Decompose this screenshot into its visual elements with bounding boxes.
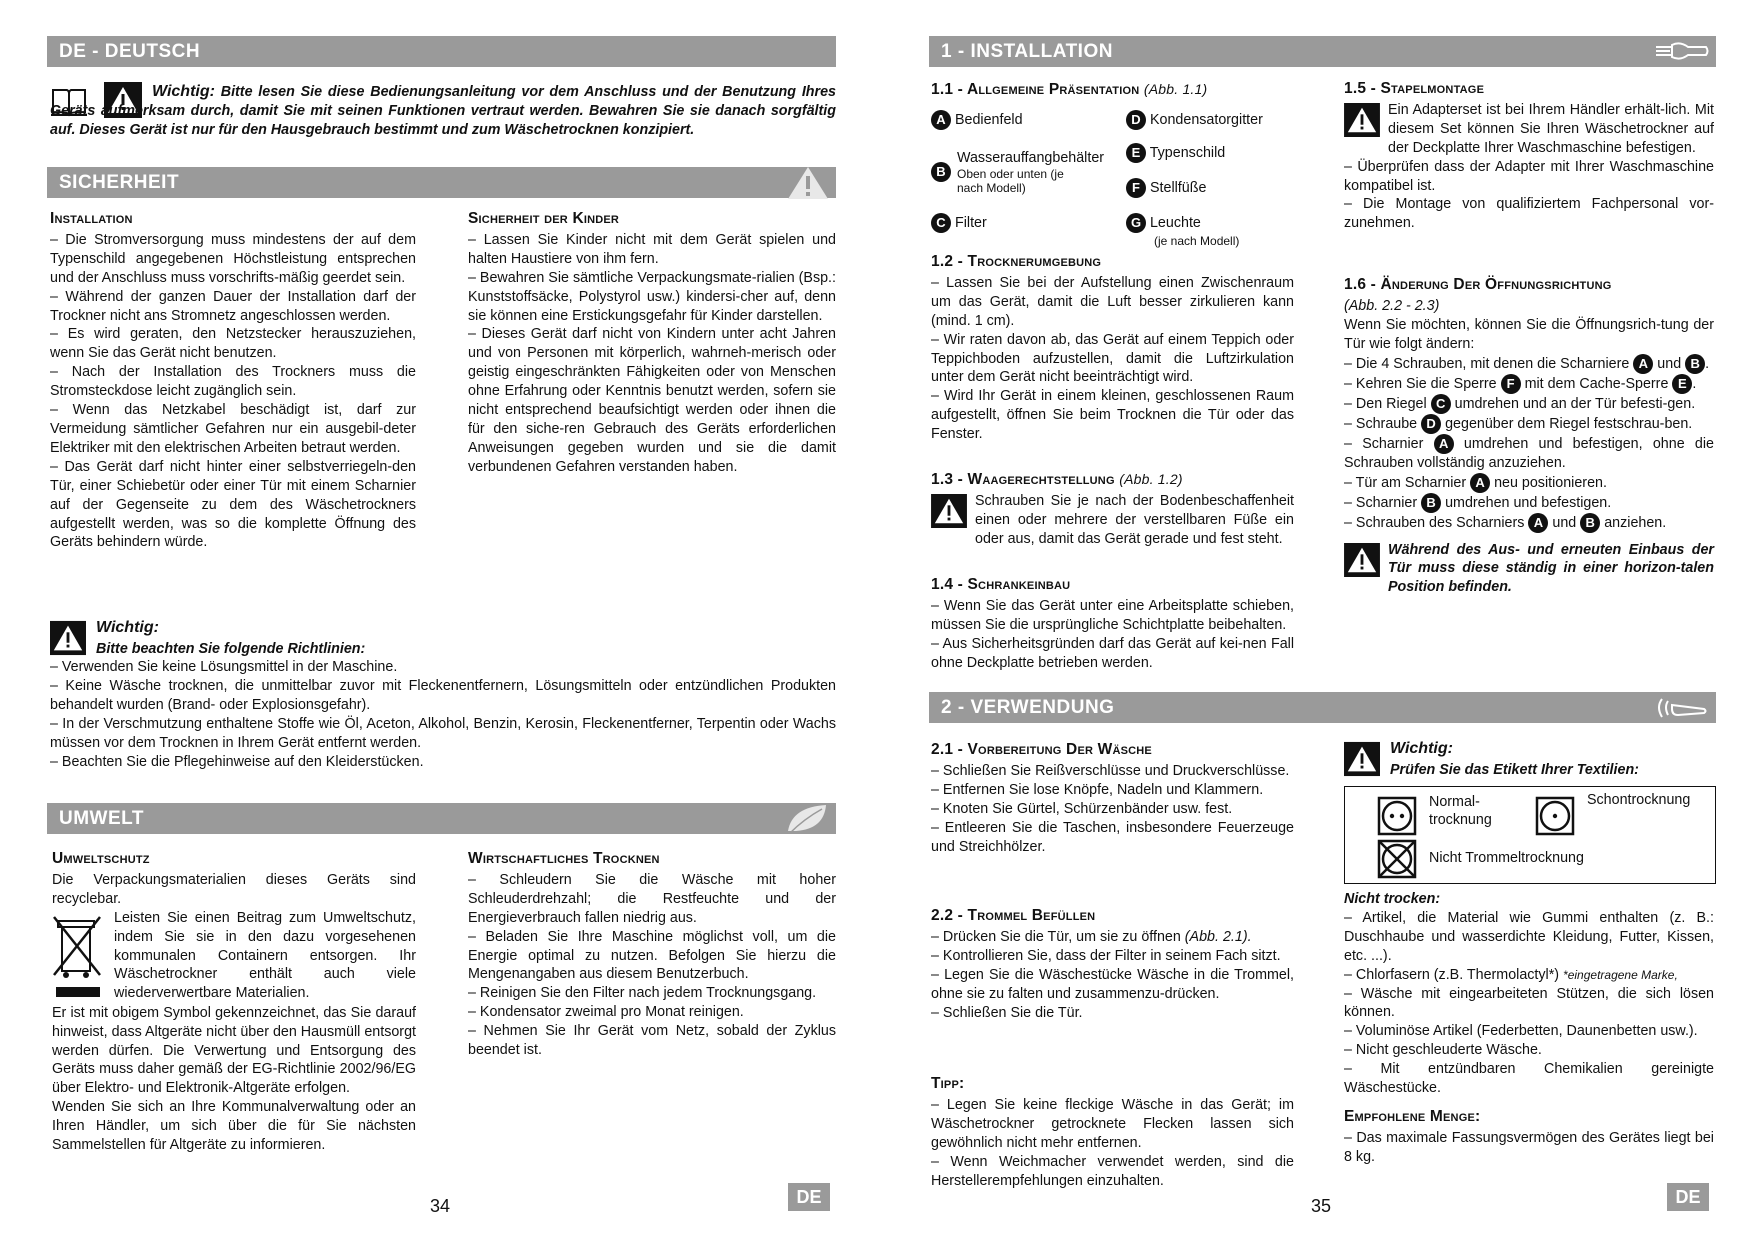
care-schon-label: Schontrocknung: [1587, 792, 1691, 808]
menge-title: Empfohlene Menge:: [1344, 1107, 1481, 1125]
step-text: anziehen.: [1604, 514, 1667, 531]
wirtschaft-para: – Beladen Sie Ihre Maschine möglichst voll, um die Energie optimal zu nutzen. Befolgen Sie hierzu die Mengenangaben aus diesem Benutzerbuch.: [468, 928, 836, 983]
section-1-1-title: [931, 80, 1301, 100]
section-title-verwendung: 2 - VERWENDUNG: [941, 697, 1115, 718]
step-text: und: [1657, 355, 1682, 372]
tipp-para: – Wenn Weichmacher verwendet werden, sind die Herstellerempfehlungen einzuhalten.: [931, 1153, 1294, 1189]
installation-section: [50, 210, 416, 552]
door-warning-text: Während des Aus- und erneuten Einbaus der Tür muss diese ständig in einer horizon-talen Position befinden.: [1388, 541, 1714, 596]
wirtschaft-para: – Schleudern Sie die Wäsche mit hoher Schleuderdrehzahl; die Restfeuchte und der Energieverbrauch fallen niedrig aus.: [468, 871, 836, 926]
step-row: [1344, 394, 1714, 414]
step-text: und: [1552, 514, 1577, 531]
section-2-2: [931, 907, 1294, 1022]
section-1-3-title-text: 1.3 - Waagerechtstellung: [931, 471, 1115, 488]
installation-para: – Während der ganzen Dauer der Installation darf der Trockner nicht ans Stromnetz angeschlossen werden.: [50, 288, 416, 324]
header-bar-installation: [929, 36, 1716, 67]
section-title-installation: 1 - INSTALLATION: [941, 41, 1113, 62]
section-2-2-para: – Legen Sie die Wäschestücke Wäsche in die Trommel, ohne sie zu falten und zusammenzu-drücken.: [931, 966, 1294, 1002]
legend-letter: C: [931, 213, 951, 233]
care-label-box: [1344, 786, 1716, 884]
header-title: DE - DEUTSCH: [59, 41, 201, 62]
part-letter: E: [1672, 374, 1692, 394]
section-2-2-title: 2.2 - Trommel Befüllen: [931, 907, 1096, 924]
wichtig-line: – In der Verschmutzung enthaltene Stoffe wie Öl, Aceton, Alkohol, Benzin, Kerosin, Fleckenentferner, Terpentin oder Wachs müssen vor dem Trocknen in Ihrem Gerät entfernt werden.: [50, 715, 836, 751]
legend-sub: (je nach Modell): [1154, 234, 1240, 248]
section-1-5: [1344, 80, 1714, 233]
step-text: neu positionieren.: [1494, 474, 1607, 491]
section-1-5-text: Ein Adapterset ist bei Ihrem Händler erhält-lich. Mit diesem Set können Sie Ihren Wäschetrockner auf der Deckplatte Ihrer Waschmaschine befestigen.: [1388, 101, 1714, 156]
section-2-2-para: – Schließen Sie die Tür.: [931, 1004, 1083, 1021]
pointing-hand-icon: [1654, 695, 1710, 731]
kinder-para: – Dieses Gerät darf nicht von Kindern unter acht Jahren und von Personen mit körperlich, wahrneh-merisch oder geistig eingeschränkten Fähigkeiten oder von Menschen ohne Erfahrung oder Kenntnis benutzt werden, sofern sie nicht entsprechend beaufsichtigt werden oder ihnen die für den siche-ren Gebrauch des Geräts erforderlichen Anweisungen gegeben wurden und sie die damit verbundenen Gefahren verstanden haben.: [468, 326, 836, 475]
section-1-5-para: – Überprüfen dass der Adapter mit Ihrer Waschmaschine kompatibel ist.: [1344, 158, 1714, 194]
wichtig-line: – Verwenden Sie keine Lösungsmittel in der Maschine.: [50, 659, 398, 675]
nicht-trocken-para: – Nicht geschleuderte Wäsche.: [1344, 1042, 1542, 1059]
step-text: mit dem Cache-Sperre: [1524, 375, 1669, 392]
kinder-para: – Lassen Sie Kinder nicht mit dem Gerät spielen und halten Haustiere von ihm fern.: [468, 231, 836, 267]
section-2-1: [931, 741, 1294, 856]
tipp-section: [931, 1075, 1294, 1190]
header-bar-umwelt: [47, 803, 836, 834]
installation-para: – Wenn das Netzkabel beschädigt ist, darf zur Vermeidung sämtlicher Gefahren nur ein ausgebil-deter Elektriker mit den elektrischen Arbeiten betraut werden.: [50, 402, 416, 456]
language-badge-left: DE: [788, 1183, 830, 1211]
part-letter: A: [1528, 513, 1548, 533]
header-bar-verwendung: [929, 692, 1716, 723]
section-2-2-para: – Kontrollieren Sie, dass der Filter in seinem Fach sitzt.: [931, 947, 1281, 964]
part-letter: B: [1421, 493, 1441, 513]
section-1-1: [931, 80, 1301, 102]
warning-icon: [931, 494, 967, 534]
language-badge-right: DE: [1667, 1183, 1709, 1211]
section-1-2-title: 1.2 - Trocknerumgebung: [931, 253, 1102, 270]
step-row: [1344, 434, 1714, 473]
warning-icon: [50, 620, 86, 662]
trademark-note: *eingetragene Marke,: [1563, 967, 1678, 982]
umwelt-para: Die Verpackungsmaterialien dieses Geräts sind recyclebar.: [52, 871, 416, 907]
page-number-left: 34: [430, 1196, 451, 1216]
part-letter: C: [1431, 394, 1451, 414]
step-row: [1344, 354, 1714, 374]
page-number-right: 35: [1311, 1196, 1332, 1216]
part-letter: A: [1434, 434, 1454, 454]
legend-label: Bedienfeld: [954, 111, 1023, 128]
kinder-para: – Bewahren Sie sämtliche Verpackungsmate-rialien (Bsp.: Kunststoffsäcke, Polystyrol usw.) kindersi-cher auf, denn sie können eine Erstickungsgefahr für Kinder darstellen.: [468, 269, 836, 324]
legend-label: Kondensatorgitter: [1149, 111, 1263, 128]
leaf-icon: [784, 803, 830, 845]
installation-title: Installation: [50, 210, 133, 227]
step-row: [1344, 473, 1714, 493]
wichtig-label-text: Wichtig:: [96, 619, 159, 636]
intro-text: Bitte lesen Sie diese Bedienungsanleitung vor dem Anschluss und der Benutzung Ihres Geräts aufmerksam durch, damit Sie mit seinen Funktionen vertraut werden. Bewahren Sie sie danach sorgfältig auf. Dieses Gerät ist nur für den Hausgebrauch bestimmt und zum Wäschetrocknen konzipiert.: [50, 84, 836, 138]
legend-item-c: [931, 213, 987, 233]
section-1-6-title: 1.6 - Änderung Der Öffnungsrichtung: [1344, 276, 1612, 293]
umwelt-para: Wenden Sie sich an Ihre Kommunalverwaltung oder an Ihren Händler, um sich über die für Sie nächsten Sammelstellen für Altgeräte zu informieren.: [52, 1099, 416, 1154]
section-1-3-ref: (Abb. 1.2): [1119, 471, 1183, 487]
section-1-4-para: – Aus Sicherheitsgründen darf das Gerät auf kei-nen Fall ohne Deckplatte betrieben werden.: [931, 635, 1294, 671]
installation-para: – Es wird geraten, den Netzstecker herauszuziehen, wenn Sie das Gerät nicht benutzen.: [50, 326, 416, 362]
section-2-1-para: – Entleeren Sie die Taschen, insbesondere Feuerzeuge und Streichhölzer.: [931, 819, 1294, 855]
legend-letter: F: [1126, 178, 1146, 198]
wirtschaftlich-title: Wirtschaftliches Trocknen: [468, 850, 660, 867]
warning-triangle-icon: [786, 166, 830, 210]
tipp-title: Tipp:: [931, 1075, 965, 1092]
wirtschaft-para: – Kondensator zweimal pro Monat reinigen.: [468, 1004, 744, 1021]
section-1-1-ref: (Abb. 1.1): [1143, 81, 1208, 97]
wirtschaft-para: – Nehmen Sie Ihr Gerät vom Netz, sobald der Zyklus beendet ist.: [468, 1023, 836, 1059]
legend-item-a: [931, 110, 1023, 130]
section-2-1-para: – Entfernen Sie lose Knöpfe, Nadeln und Klammern.: [931, 781, 1264, 798]
legend-letter: D: [1126, 110, 1146, 130]
legend-label: Wasserauffangbehälter: [957, 150, 1105, 166]
section-2-1-para: – Schließen Sie Reißverschlüsse und Druckverschlüsse.: [931, 762, 1290, 779]
part-letter: A: [1633, 354, 1653, 374]
section-1-2: [931, 253, 1294, 444]
wichtig-list: [50, 658, 836, 771]
umwelt-para: Leisten Sie einen Beitrag zum Umweltschutz, indem Sie sie in den dazu vorgesehenen kommunalen Containern entsorgen. Ihr Wäschetrockner enthält auch viele wiederverwertbare Materialien.: [114, 909, 416, 1002]
section-1-4-title: 1.4 - Schrankeinbau: [931, 576, 1071, 593]
nicht-trocken-section: [1344, 890, 1714, 1167]
step-row: [1344, 374, 1714, 394]
nicht-trocken-para: – Voluminöse Artikel (Federbetten, Daunenbetten usw.).: [1344, 1023, 1698, 1040]
part-letter: A: [1470, 473, 1490, 493]
warning-icon: [1344, 103, 1380, 143]
part-letter: F: [1501, 374, 1521, 394]
section-1-4: [931, 576, 1294, 673]
header-bar-sicherheit: [47, 167, 836, 198]
step-text: umdrehen und an der Tür befesti-gen.: [1454, 395, 1696, 412]
step-text: – Den Riegel: [1344, 395, 1427, 412]
step-text: – Die 4 Schrauben, mit denen die Scharniere: [1344, 355, 1630, 372]
step-text: .: [1692, 375, 1697, 392]
section-1-6: [1344, 276, 1714, 597]
nicht-trocken-para: – Artikel, die Material wie Gummi enthalten (z. B.: Duschhaube und wasserdichte Kleidung, Futter, Kissen, etc. ...).: [1344, 909, 1714, 964]
nicht-trocken-para: [1344, 966, 1714, 985]
section-1-1-title-text: 1.1 - Allgemeine Präsentation: [931, 81, 1140, 98]
section-1-2-para: – Wird Ihr Gerät in einem kleinen, geschlossenen Raum aufgestellt, öffnen Sie beim Trocknen die Tür oder das Fenster.: [931, 388, 1294, 443]
section-1-5-title: 1.5 - Stapelmontage: [1344, 80, 1485, 97]
umweltschutz-section: [52, 850, 416, 1155]
nicht-trocken-title: Nicht trocken:: [1344, 891, 1441, 907]
tipp-para: – Legen Sie keine fleckige Wäsche in das Gerät; im Wäschetrockner getrocknete Flecken lassen sich gewöhnlich nicht mehr entfernen.: [931, 1096, 1294, 1151]
legend-item-g: [1126, 213, 1239, 250]
section-2-2-ref: (Abb. 2.1).: [1184, 928, 1252, 945]
legend-item-d: [1126, 110, 1263, 130]
installation-para: – Das Gerät darf nicht hinter einer selbstverriegeln-den Tür, einer Schiebetür oder einer Tür mit einem Scharnier auf der Gegenseite zu dem des Wäschetrockners aufgestellt werden, was so die komplette Öffnung des Geräts behindern würde.: [50, 458, 416, 551]
legend-item-f: [1126, 178, 1206, 198]
legend-label: Stellfüße: [1149, 179, 1207, 196]
wichtig-sub: Bitte beachten Sie folgende Richtlinien:: [96, 641, 366, 657]
wichtig3-label: Wichtig:: [1390, 740, 1453, 757]
wichtig-label: [96, 619, 159, 638]
header-bar-deutsch: [47, 36, 836, 67]
legend-item-e: [1126, 143, 1225, 163]
umwelt-para: Er ist mit obigem Symbol gekennzeichnet, das Sie darauf hinweist, dass Altgeräte nicht über den Hausmüll entsorgt werden dürfen. Die Verwertung und Entsorgung des Geräts muss daher gemäß der EG-Richtlinie 2002/96/EG über Elektro- und Elektronik-Altgeräte erfolgen.: [52, 1004, 416, 1097]
step-row: [1344, 414, 1714, 434]
kinder-title: Sicherheit der Kinder: [468, 210, 620, 227]
care-none-label: Nicht Trommeltrocknung: [1429, 850, 1584, 866]
section-1-4-para: – Wenn Sie das Gerät unter eine Arbeitsplatte schieben, müssen Sie die ursprüngliche Schichtplatte beibehalten.: [931, 597, 1294, 633]
installation-para: – Nach der Installation des Trockners muss die Stromsteckdose leicht zugänglich sein.: [50, 364, 416, 400]
section-2-2-para: [931, 928, 1294, 947]
nicht-trocken-para: – Wäsche mit eingearbeiteten Stützen, die sich lösen können.: [1344, 985, 1714, 1021]
legend-sub: Oben oder unten (je nach Modell): [957, 167, 1064, 195]
section-2-1-para: – Knoten Sie Gürtel, Schürzenbänder usw. fest.: [931, 800, 1233, 817]
section-title-umwelt: UMWELT: [59, 808, 144, 829]
part-letter: B: [1685, 354, 1705, 374]
step-text: – Schrauben des Scharniers: [1344, 514, 1525, 531]
intro-label: Wichtig:: [152, 83, 215, 100]
step-text: – Schraube: [1344, 415, 1418, 432]
part-letter: B: [1580, 513, 1600, 533]
warning-icon: [1344, 543, 1380, 583]
legend-label: Filter: [954, 214, 987, 231]
section-2-1-title: 2.1 - Vorbereitung Der Wäsche: [931, 741, 1152, 758]
part-letter: D: [1421, 414, 1441, 434]
section-1-5-para: – Die Montage von qualifiziertem Fachpersonal vor-zunehmen.: [1344, 196, 1714, 232]
section-1-6-intro: Wenn Sie möchten, können Sie die Öffnungsrich-tung der Tür wie folgt ändern:: [1344, 316, 1714, 352]
care-normal-label: Normal-trocknung: [1429, 794, 1492, 828]
legend-label: Typenschild: [1149, 144, 1226, 161]
step-row: [1344, 513, 1714, 533]
wichtig-line: – Beachten Sie die Pflegehinweise auf den Kleiderstücken.: [50, 753, 424, 770]
step-text: umdrehen und befestigen, ohne die Schrauben vollständig anzuziehen.: [1344, 435, 1714, 471]
tumble-gentle-icon: [1535, 796, 1575, 842]
tumble-normal-icon: [1377, 796, 1417, 842]
step-text: – Scharnier: [1344, 494, 1418, 511]
installation-para: – Die Stromversorgung muss mindestens der auf dem Typenschild angegebenen Höchstleistung entsprechen und der Anschluss muss vorschrifts-mäßig geerdet sein.: [50, 231, 416, 286]
step-text: gegenüber dem Riegel festschrau-ben.: [1445, 415, 1693, 432]
step-text: .: [1705, 355, 1710, 372]
section-1-6-ref: (Abb. 2.2 - 2.3): [1344, 297, 1440, 314]
section-1-3-title: [931, 470, 1294, 490]
step-text: – Scharnier: [1344, 435, 1424, 452]
section-1-2-para: – Lassen Sie bei der Aufstellung einen Zwischenraum um das Gerät, damit die Luft besser zirkulieren kann (mind. 1 cm).: [931, 274, 1294, 329]
step-text: – Tür am Scharnier: [1344, 474, 1467, 491]
section-2-2-text: – Drücken Sie die Tür, um sie zu öffnen: [931, 928, 1181, 945]
wichtig3-sub: Prüfen Sie das Etikett Ihrer Textilien:: [1390, 762, 1639, 778]
no-tumble-icon: [1377, 839, 1417, 885]
warning-icon: [1344, 741, 1380, 783]
umweltschutz-title: Umweltschutz: [52, 850, 150, 867]
nicht-trocken-para: – Mit entzündbaren Chemikalien gereinigte Wäschestücke.: [1344, 1061, 1714, 1097]
nicht-trocken-text: – Chlorfasern (z.B. Thermolactyl*): [1344, 966, 1560, 983]
hand-tool-icon: [1654, 39, 1710, 73]
section-1-3-text: Schrauben Sie je nach der Bodenbeschaffenheit einen oder mehrere der verstellbaren Füße ein oder aus, damit das Gerät gerade und fest steht.: [975, 492, 1294, 547]
door-warning: [1344, 541, 1714, 598]
section-1-3: [931, 470, 1294, 549]
wirtschaftlich-section: [468, 850, 836, 1060]
legend-letter: B: [931, 162, 951, 182]
intro-notice: [50, 82, 836, 140]
step-row: [1344, 493, 1714, 513]
legend-letter: E: [1126, 143, 1146, 163]
section-title-sicherheit: SICHERHEIT: [59, 172, 180, 193]
kinder-section: [468, 210, 836, 477]
weee-bin-icon: [52, 913, 102, 1005]
legend-letter: G: [1126, 213, 1146, 233]
legend-letter: A: [931, 110, 951, 130]
step-text: – Kehren Sie die Sperre: [1344, 375, 1497, 392]
legend-label: Leuchte: [1149, 214, 1201, 231]
step-text: umdrehen und befestigen.: [1445, 494, 1612, 511]
section-1-2-para: – Wir raten davon ab, das Gerät auf einem Teppich oder Teppichboden aufzustellen, damit die Luftzirkulation unter dem Gerät nicht beeinträchtigt wird.: [931, 331, 1294, 386]
menge-text: – Das maximale Fassungsvermögen des Gerätes liegt bei 8 kg.: [1344, 1129, 1714, 1165]
wirtschaft-para: – Reinigen Sie den Filter nach jedem Trocknungsgang.: [468, 985, 817, 1002]
legend-item-b: [931, 150, 1104, 197]
wichtig-line: – Keine Wäsche trocknen, die unmittelbar zuvor mit Fleckenentfernern, Lösungsmitteln oder entzündlichen Produkten behandelt wurden (Brand- oder Explosionsgefahr).: [50, 677, 836, 713]
